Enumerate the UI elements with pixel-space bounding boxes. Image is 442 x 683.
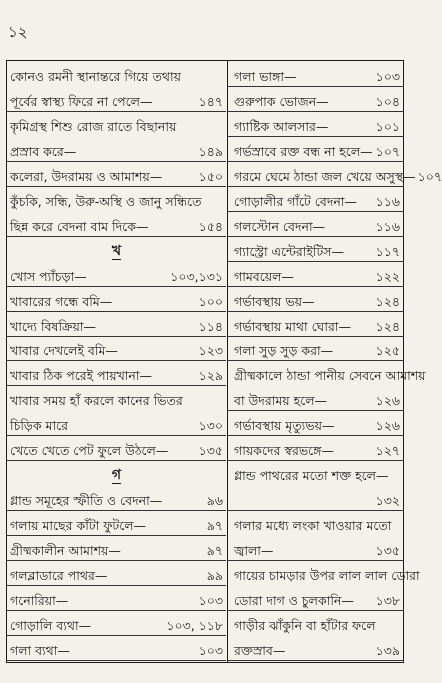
index-term: প্রস্রাব করে—: [10, 143, 77, 159]
index-page-number: ১৫৪: [198, 218, 223, 234]
index-entry: [7, 90, 226, 112]
index-page-number: ৯৭: [206, 518, 223, 534]
index-entry: [7, 539, 226, 561]
index-entry: [7, 65, 226, 86]
index-entry: [7, 439, 226, 461]
index-entry: [228, 464, 404, 485]
index-term: গায়ের চামড়ার উপর লাল লাল ডোরা: [234, 568, 420, 583]
index-page-number: ১০৭: [375, 143, 400, 159]
index-entry: [7, 414, 226, 436]
index-entry: [228, 115, 404, 137]
index-entry: [7, 614, 226, 636]
index-entry: [228, 190, 404, 212]
index-term: খেতে খেতে পেট ফুলে উঠলে—: [10, 443, 169, 459]
index-page-number: ১৩০: [198, 418, 223, 434]
index-term: গরমে ঘেমে ঠান্ডা জল খেয়ে অসুস্থ—: [234, 168, 416, 184]
index-entry: [228, 389, 404, 411]
index-term: গ্রীষ্মকালে ঠান্ডা পানীয় সেবনে আমাশয়: [234, 368, 426, 384]
index-entry: [7, 315, 226, 337]
index-term: খোস প্যাঁচড়া—: [10, 268, 87, 284]
index-entry: [228, 240, 404, 262]
index-page-number: ১০৩: [198, 642, 223, 658]
index-term: গ্যাস্ট্রো এন্টেরাইটিস—: [234, 243, 345, 259]
index-term: গোড়ালীর গাঁটে বেদনা—: [234, 193, 357, 209]
index-term: খাবার ঠিক পরেই পায়খানা—: [10, 368, 152, 384]
index-entry: [228, 639, 404, 661]
page-number: ১২: [8, 23, 28, 41]
index-page-number: ১২২: [375, 268, 400, 284]
index-entry: [7, 140, 226, 162]
index-page-number: ১৫০: [198, 168, 223, 184]
index-page-number: ১০৪: [375, 93, 400, 109]
index-term: গনোরিয়া—: [10, 592, 69, 608]
index-term: গ্লান্ড সমূহের স্ফীতি ও বেদনা—: [10, 493, 163, 509]
index-entry: [7, 589, 226, 611]
index-entry: [228, 339, 404, 361]
index-term: রক্তস্রাব—: [234, 642, 286, 658]
index-page-number: ১৪৯: [198, 143, 223, 159]
index-page-number: ১০৩: [198, 592, 223, 608]
index-term: কুঁচকি, সন্ধি, উরু-অস্থি ও জানু সন্ধিতে: [10, 193, 202, 209]
index-entry: [7, 514, 226, 536]
section-heading-letter: খ: [111, 242, 122, 259]
index-entry: [228, 539, 404, 561]
index-page-number: ৯৭: [206, 543, 223, 559]
index-page-number: ১০৩, ১১৮: [166, 617, 223, 633]
index-entry: [228, 290, 404, 312]
index-page-number: ১০০: [198, 293, 223, 309]
left-column: [7, 61, 226, 662]
index-page-number: ১২৩: [198, 343, 223, 359]
index-entry: [7, 489, 226, 511]
index-entry: [7, 364, 226, 386]
index-term: বা উদরাময় হলে—: [234, 393, 328, 409]
index-page-number: ১৩৮: [375, 592, 400, 608]
index-term: গলা ভাঙ্গা—: [234, 69, 297, 84]
index-term: পূর্বের স্বাস্থ্য ফিরে না পেলে—: [10, 93, 153, 109]
index-page-number: ১১৪: [198, 318, 223, 334]
index-entry: [7, 215, 226, 237]
index-page-number: ১০৭: [417, 168, 442, 184]
index-term: খাবার দেখলেই বমি—: [10, 343, 118, 359]
index-term: গলস্টোন বেদনা—: [234, 218, 326, 234]
index-entry: [7, 389, 226, 410]
index-term: গ্যাষ্টিক আলসার—: [234, 118, 329, 134]
index-term: কৃমিগ্রস্থ শিশু রোজ রাতে বিছানায়: [10, 118, 177, 134]
index-entry: [228, 489, 404, 511]
index-page-number: ৯৯: [206, 568, 223, 583]
index-entry: [228, 414, 404, 436]
index-entry: [228, 589, 404, 611]
index-term: গর্ভাবস্থায় মৃত্যুভয়—: [234, 418, 335, 434]
index-term: গ্রীষ্মকালীন আমাশয়—: [10, 543, 121, 559]
index-entry: [7, 165, 226, 187]
index-term: ডোরা দাগ ও চুলকানি—: [234, 592, 354, 608]
index-term: গর্ভাবস্থায় ভয়—: [234, 293, 315, 309]
index-page-number: ১৩৯: [375, 642, 400, 658]
index-entry: [7, 639, 226, 661]
index-term: গলব্লাডারে পাথর—: [10, 568, 108, 583]
right-column: [228, 61, 442, 662]
index-page-number: ১০১: [375, 118, 400, 134]
index-table: [6, 60, 442, 663]
index-page-number: ১২৫: [375, 343, 400, 359]
index-page-number: ১৪৭: [198, 93, 223, 109]
index-term: গোড়ালি ব্যথা—: [10, 617, 92, 633]
index-entry: [7, 564, 226, 586]
index-term: গাড়ীর ঝাঁকুনি বা হাঁটার ফলে: [234, 617, 376, 633]
index-entry: [228, 265, 404, 287]
index-page-number: ১২৬: [375, 418, 400, 434]
index-term: কোনও রমনী স্থানান্তরে গিয়ে তথায়: [10, 69, 181, 84]
index-page-number: ১২৯: [198, 368, 223, 384]
index-entry: [228, 165, 442, 187]
section-heading: [7, 240, 226, 261]
section-heading-letter: গ: [111, 467, 122, 484]
index-page-number: ১০৩,১৩১: [170, 268, 223, 284]
index-term: খাবারের গন্ধে বমি—: [10, 293, 113, 309]
index-term: গলায় মাছের কাঁটা ফুটলে—: [10, 518, 147, 534]
index-page-number: ১৩৫: [375, 543, 400, 559]
index-entry: [7, 190, 226, 211]
index-entry: [228, 65, 404, 87]
index-entry: [228, 90, 404, 112]
index-entry: [228, 564, 420, 585]
index-term: চিড়িক মারে: [10, 418, 69, 434]
index-entry: [7, 265, 226, 287]
index-page-number: ১১৬: [375, 193, 400, 209]
index-term: গায়কদের স্বরভঙ্গে—: [234, 443, 334, 459]
index-term: খাদ্যে বিষক্রিয়া—: [10, 318, 96, 334]
index-page-number: ১২৬: [375, 393, 400, 409]
index-entry: [228, 364, 426, 385]
index-term: খাবার সময় হাঁ করলে কানের ভিতর: [10, 393, 183, 409]
index-page-number: ১৩২: [375, 493, 400, 509]
index-term: গলা ব্যথা—: [10, 642, 70, 658]
section-heading: [7, 464, 226, 485]
index-entry: [228, 514, 404, 535]
index-page-number: ১২৭: [375, 443, 400, 459]
index-entry: [7, 339, 226, 361]
index-term: গামবয়েল—: [234, 268, 294, 284]
index-term: গলা সুড় সুড় করা—: [234, 343, 334, 359]
index-entry: [228, 614, 404, 635]
index-page-number: ১১৭: [375, 243, 400, 259]
index-page-number: ১৩৫: [198, 443, 223, 459]
index-term: গলার মধ্যে লংকা খাওয়ার মতো: [234, 518, 392, 534]
index-page-number: ১২৪: [375, 293, 400, 309]
index-term: গুরুপাক ভোজন—: [234, 93, 329, 109]
index-term: ছিন্ন করে বেদনা বাম দিকে—: [10, 218, 149, 234]
index-page-number: ১০৩: [375, 69, 400, 84]
index-page-number: ৯৬: [206, 493, 223, 509]
index-entry: [7, 115, 226, 136]
index-entry: [228, 140, 404, 162]
index-page-number: ১২৪: [375, 318, 400, 334]
index-entry: [228, 439, 404, 461]
index-term: জ্বালা—: [234, 543, 274, 559]
index-term: গর্ভাবস্থায় মাথা ঘোরা—: [234, 318, 352, 334]
index-term: গ্লান্ড পাথরের মতো শক্ত হলে—: [234, 468, 389, 484]
index-entry: [7, 290, 226, 312]
index-entry: [228, 215, 404, 237]
index-term: কলেরা, উদরাময় ও আমাশয়—: [10, 168, 163, 184]
index-term: গর্ভস্রাবে রক্ত বন্ধ না হলে—: [234, 143, 373, 159]
index-page-number: ১১৬: [375, 218, 400, 234]
index-entry: [228, 315, 404, 337]
